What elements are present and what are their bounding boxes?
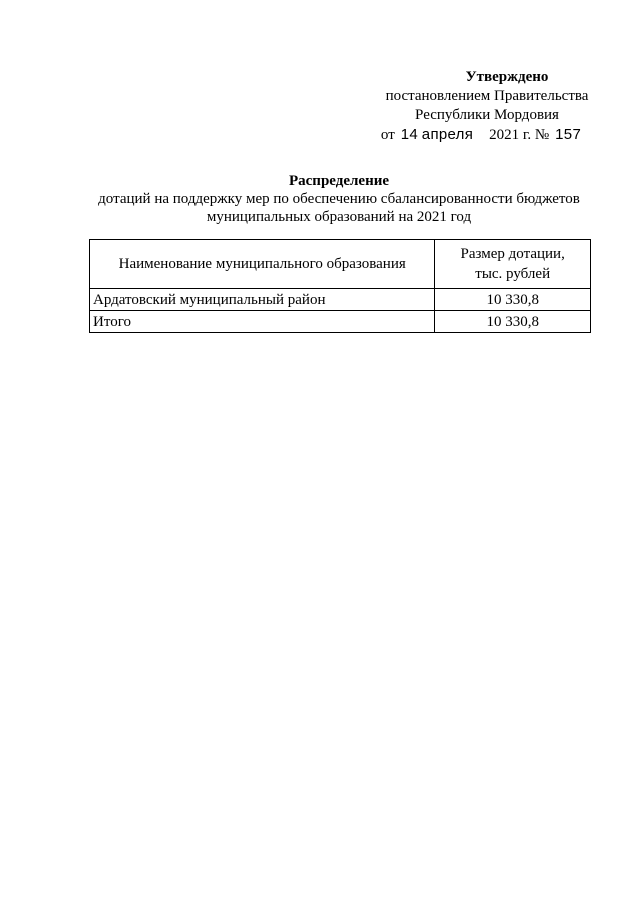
approval-title: Утверждено — [465, 69, 549, 85]
document-subtitle-line-1: дотаций на поддержку мер по обеспечению сбалансированности бюджетов — [98, 191, 580, 207]
approval-number-label: № — [534, 127, 550, 143]
table-row — [90, 289, 591, 311]
document-subtitle-line-2: муниципальных образований на 2021 год — [206, 209, 472, 225]
header-subsidy-amount-line-2: тыс. рублей — [475, 266, 551, 282]
approval-number: 157 — [555, 126, 582, 143]
header-subsidy-amount — [435, 240, 591, 289]
total-amount: 10 330,8 — [435, 311, 591, 333]
approval-line-2: Республики Мордовия — [415, 107, 559, 123]
row-subsidy-amount: 10 330,8 — [435, 289, 591, 311]
approval-stamp — [372, 68, 602, 145]
total-label: Итого — [90, 311, 435, 333]
table-header-row — [90, 240, 591, 289]
header-subsidy-amount-line-1: Размер дотации, — [460, 246, 565, 262]
document-title: Распределение — [288, 173, 390, 189]
approval-month: апреля — [421, 126, 474, 143]
approval-date-line — [360, 125, 602, 145]
approval-from-label: от — [380, 127, 395, 143]
approval-day: 14 — [400, 126, 419, 143]
document-heading — [88, 172, 590, 226]
approval-year: 2021 г. — [489, 127, 532, 143]
distribution-table — [89, 239, 591, 333]
row-municipality-name: Ардатовский муниципальный район — [90, 289, 435, 311]
table-total-row — [90, 311, 591, 333]
header-municipality-name: Наименование муниципального образования — [90, 240, 435, 289]
approval-line-1: постановлением Правительства — [385, 88, 589, 104]
